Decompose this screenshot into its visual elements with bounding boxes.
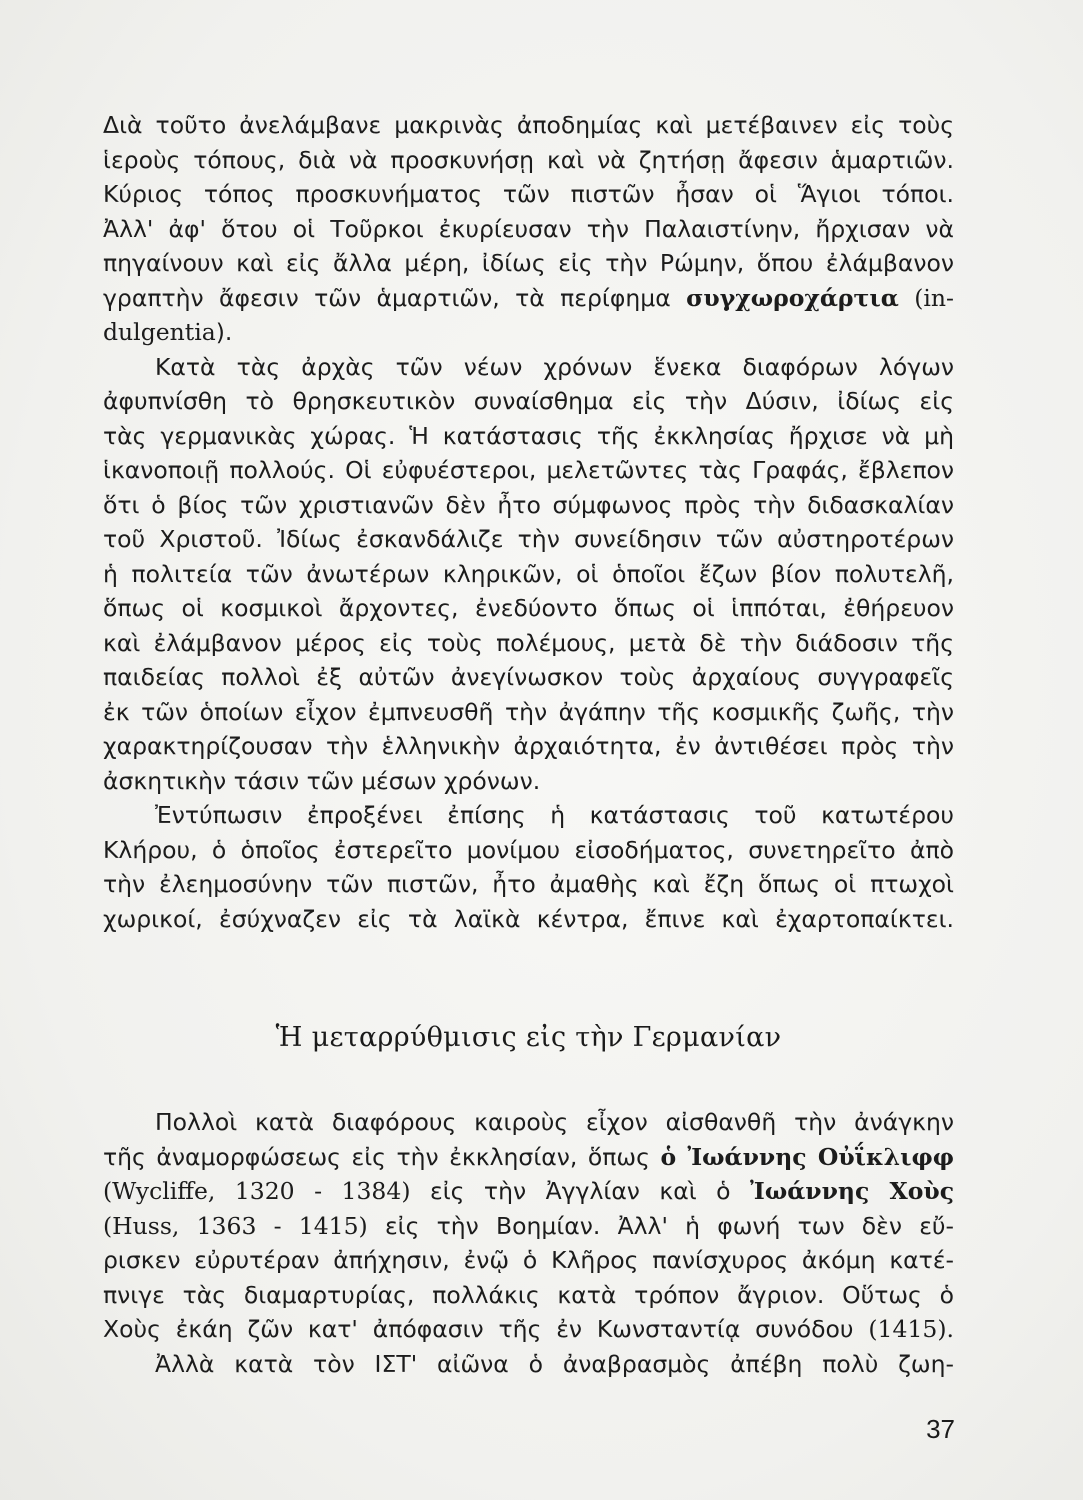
emphasized-name: Ἰωάννης Χοὺς	[750, 1177, 955, 1205]
text-line: ὅπως οἱ κοσμικοὶ ἄρχοντες, ἐνεδύοντο ὅπως οἱ ἱππόται, ἐθήρευον	[103, 594, 954, 622]
text-line: ἀφυπνίσθη τὸ θρησκευτικὸν συναίσθημα εἰς τὴν Δύσιν, ἰδίως εἰς	[103, 387, 954, 415]
latin-term: dulgentia	[103, 318, 216, 346]
text-line: τὰς γερμανικὰς χώρας. Ἡ κατάστασις τῆς ἐκκλησίας ἤρχισε νὰ μὴ	[103, 421, 954, 450]
text-segment: ).	[215, 318, 233, 346]
text-line: ἐκ τῶν ὁποίων εἶχον ἐμπνευσθῆ τὴν ἀγάπην τῆς κοσμικῆς ζωῆς, τὴν	[103, 697, 954, 726]
text-line: τὴν ἐλεημοσύνην τῶν πιστῶν, ἦτο ἀμαθὴς καὶ ἔζη ὅπως οἱ πτωχοὶ	[103, 870, 954, 898]
text-line	[103, 1140, 954, 1175]
text-line	[103, 281, 954, 316]
text-line: Ἀλλὰ κατὰ τὸν ΙΣΤ' αἰῶνα ὁ ἀναβρασμὸς ἀπέβη πολὺ ζωη-	[155, 1349, 954, 1378]
text-line: ἡ πολιτεία τῶν ἀνωτέρων κληρικῶν, οἱ ὁποῖοι ἔζων βίον πολυτελῆ,	[103, 559, 954, 588]
text-line	[103, 1209, 954, 1244]
text-line: πηγαίνουν καὶ εἰς ἄλλα μέρη, ἰδίως εἰς τὴν Ρώμην, ὅπου ἐλάμβανον	[103, 249, 954, 277]
text-line: τοῦ Χριστοῦ. Ἰδίως ἐσκανδάλιζε τὴν συνείδησιν τῶν αὐστηροτέρων	[103, 525, 954, 553]
text-line: Διὰ τοῦτο ἀνελάμβανε μακρινὰς ἀποδημίας καὶ μετέβαινεν εἰς τοὺς	[103, 111, 954, 139]
page-number: 37	[926, 1414, 955, 1444]
text-line: Κατὰ τὰς ἀρχὰς τῶν νέων χρόνων ἕνεκα διαφόρων λόγων	[155, 352, 954, 381]
text-line	[103, 1174, 954, 1209]
text-line	[103, 1312, 954, 1347]
text-segment: Χοὺς ἐκάη ζῶν κατ' ἀπόφασιν τῆς ἐν Κωνσταντίᾳ συνόδου	[103, 1315, 869, 1343]
text-segment: (in-	[898, 283, 954, 312]
section-heading: Ἡ μεταρρύθμισις εἰς τὴν Γερμανίαν	[275, 1022, 782, 1053]
text-line: Ἀλλ' ἀφ' ὅτου οἱ Τοῦρκοι ἐκυρίευσαν τὴν Παλαιστίνην, ἤρχισαν νὰ	[103, 214, 954, 243]
text-line	[103, 315, 954, 350]
latin-term: (1415).	[868, 1315, 954, 1343]
text-line: ἀσκητικὴν τάσιν τῶν μέσων χρόνων.	[103, 766, 541, 795]
text-line: καὶ ἐλάμβανον μέρος εἰς τοὺς πολέμους, μετὰ δὲ τὴν διάδοσιν τῆς	[103, 628, 954, 657]
latin-term: (Wycliffe, 1320 - 1384)	[103, 1177, 411, 1205]
text-line: Πολλοὶ κατὰ διαφόρους καιροὺς εἶχον αἰσθανθῆ τὴν ἀνάγκην	[155, 1108, 954, 1136]
text-line: πνιγε τὰς διαμαρτυρίας, πολλάκις κατὰ τρόπον ἄγριον. Οὕτως ὁ	[103, 1280, 954, 1309]
text-segment: γραπτὴν ἄφεσιν τῶν ἁμαρτιῶν, τὰ περίφημα	[103, 283, 687, 312]
text-line: χαρακτηρίζουσαν τὴν ἑλληνικὴν ἀρχαιότητα, ἐν ἀντιθέσει πρὸς τὴν	[103, 732, 954, 760]
text-line: Ἐντύπωσιν ἐπροξένει ἐπίσης ἡ κατάστασις τοῦ κατωτέρου	[155, 801, 954, 829]
text-line: ἱεροὺς τόπους, διὰ νὰ προσκυνήσῃ καὶ νὰ ζητήσῃ ἄφεσιν ἁμαρτιῶν.	[103, 145, 954, 174]
text-line: ὅτι ὁ βίος τῶν χριστιανῶν δὲν ἦτο σύμφωνος πρὸς τὴν διδασκαλίαν	[103, 490, 954, 519]
text-segment: εἰς τὴν Βοημίαν. Ἀλλ' ἡ φωνή των δὲν εὔ-	[367, 1211, 954, 1240]
text-line: παιδείας πολλοὶ ἐξ αὐτῶν ἀνεγίνωσκον τοὺς ἀρχαίους συγγραφεῖς	[103, 663, 954, 691]
emphasized-name: ὁ Ἰωάννης Οὐΐκλιφφ	[660, 1142, 954, 1171]
text-line: χωρικοί, ἐσύχναζεν εἰς τὰ λαϊκὰ κέντρα, ἔπινε καὶ ἐχαρτοπαίκτει.	[103, 904, 954, 933]
text-segment: τῆς ἀναμορφώσεως εἰς τὴν ἐκκλησίαν, ὅπως	[103, 1142, 661, 1171]
text-line: ἱκανοποιῇ πολλούς. Οἱ εὐφυέστεροι, μελετῶντες τὰς Γραφάς, ἔβλεπον	[103, 456, 954, 484]
latin-term: (Huss, 1363 - 1415)	[103, 1211, 368, 1240]
text-line: Κύριος τόπος προσκυνήματος τῶν πιστῶν ἦσαν οἱ Ἅγιοι τόποι.	[103, 180, 954, 208]
text-line: Κλήρου, ὁ ὁποῖος ἐστερεῖτο μονίμου εἰσοδήματος, συνετηρεῖτο ἀπὸ	[103, 835, 954, 864]
body-text-upper	[103, 108, 954, 936]
body-text-lower	[103, 1105, 954, 1381]
text-segment: εἰς τὴν Ἀγγλίαν καὶ ὁ	[410, 1177, 751, 1205]
emphasized-term: συγχωροχάρτια	[686, 283, 899, 312]
text-line: ρισκεν εὐρυτέραν ἀπήχησιν, ἐνῷ ὁ Κλῆρος πανίσχυρος ἀκόμη κατέ-	[103, 1246, 954, 1274]
